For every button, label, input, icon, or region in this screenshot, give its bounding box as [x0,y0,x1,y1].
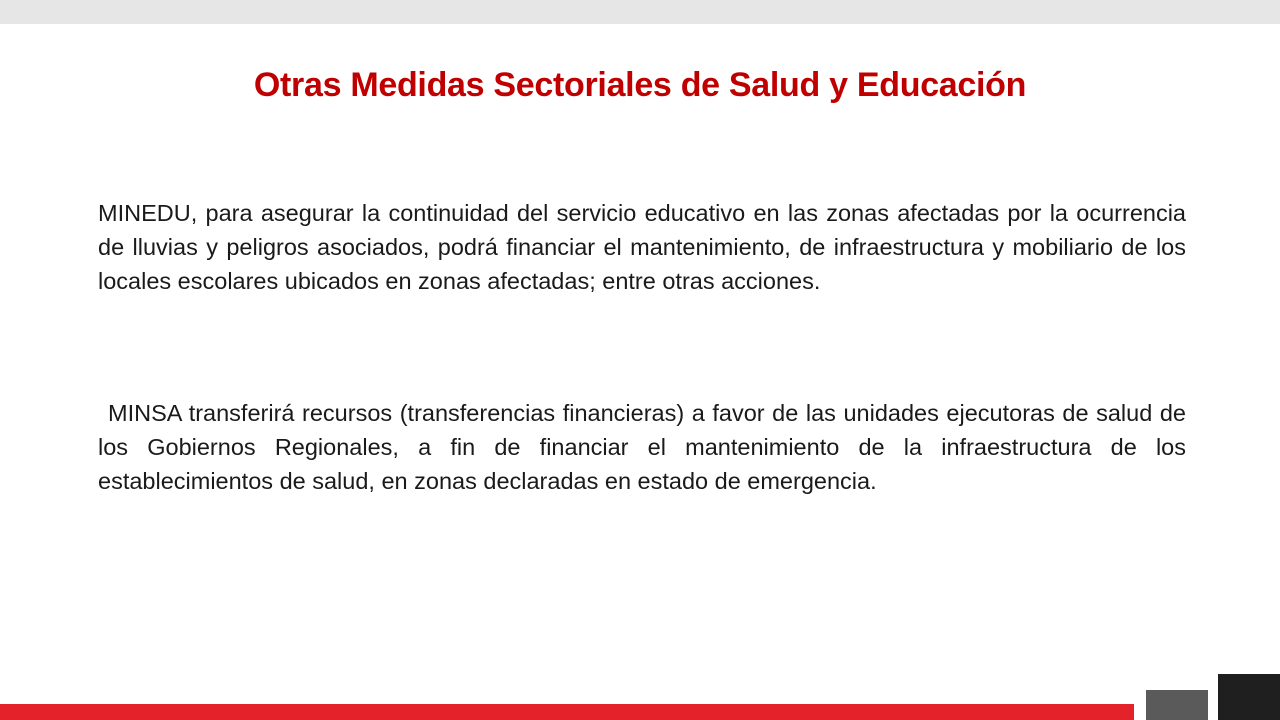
footer-grey-square [1146,690,1208,720]
slide-title: Otras Medidas Sectoriales de Salud y Educación [253,66,1027,104]
bottom-accent-bar [0,704,1134,720]
paragraph-minsa: MINSA transferirá recursos (transferencias financieras) a favor de las unidades ejecutoras de salud de los Gobiernos Regionales, a fin de financiar el mantenimiento de la infraestructura de los establecimientos de salud, en zonas declaradas en estado de emergencia. [98,400,1186,494]
footer-dark-square [1218,674,1280,720]
top-band [0,0,1280,24]
paragraph-minedu: MINEDU, para asegurar la continuidad del servicio educativo en las zonas afectadas por la ocurrencia de lluvias y peligros asociados, podrá financiar el mantenimiento, de infraestructura y mobiliario de los locales escolares ubicados en zonas afectadas; entre otras acciones. [98,200,1186,294]
